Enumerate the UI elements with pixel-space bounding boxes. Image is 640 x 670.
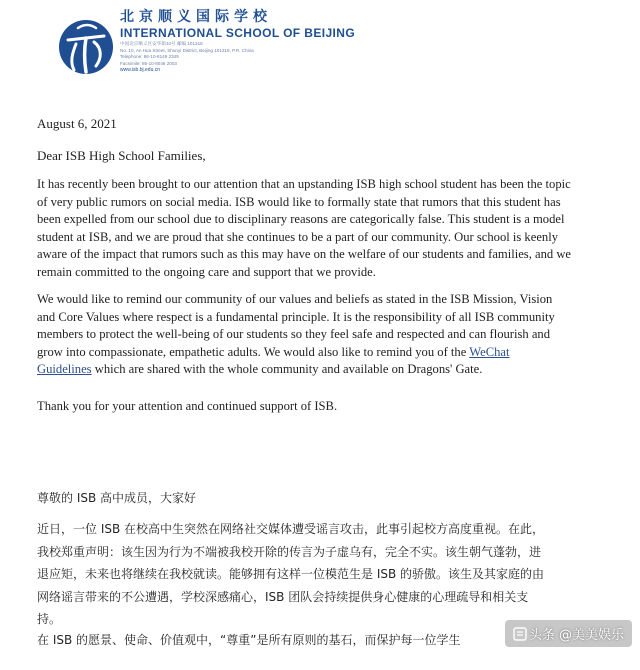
paragraph-values-reminder bbox=[37, 291, 607, 379]
text-line: been expelled from our school due to disciplinary reasons are categorically false. This student is a model bbox=[37, 212, 565, 227]
text-line: It has recently been brought to our attention that an upstanding ISB high school student has been the topic bbox=[37, 177, 571, 191]
paragraph-rumor-statement bbox=[37, 176, 607, 282]
letter-date: August 6, 2021 bbox=[37, 116, 117, 131]
chinese-paragraph bbox=[37, 518, 617, 631]
chinese-text-line: 近日，一位 ISB 在校高中生突然在网络社交媒体遭受谣言攻击，此事引起校方高度重视。在此， bbox=[37, 522, 545, 536]
text-line: of very public rumors on social media. ISB would like to formally state that rumors that this student has bbox=[37, 194, 561, 209]
chinese-text-line: 我校郑重声明：该生因为行为不端被我校开除的传言为子虚乌有，完全不实。该生朝气蓬勃，进 bbox=[37, 544, 542, 559]
address-line: 中国北京顺义区安华街10号 邮编 101318 bbox=[120, 41, 203, 46]
letter-closing: Thank you for your attention and continued support of ISB. bbox=[37, 399, 338, 413]
chinese-text-line: 网络谣言带来的不公遭遇，学校深感痛心，ISB 团队会持续提供身心健康的心理疏导和相关支 bbox=[37, 589, 529, 604]
letterhead bbox=[58, 8, 358, 90]
toutiao-watermark bbox=[505, 620, 632, 647]
facsimile-line: Facsimile: 86-10-8046 2003 bbox=[120, 60, 177, 66]
school-website: www.isb.bj.edu.cn bbox=[120, 67, 161, 74]
school-name-chinese: 北京顺义国际学校 bbox=[120, 9, 272, 25]
text-line: aware of the impact that rumors such as this may have on the welfare of our students and families, and we bbox=[37, 247, 572, 262]
text-line bbox=[37, 361, 607, 379]
text-line: remain committed to the ongoing care and support that we provide. bbox=[37, 264, 376, 279]
text-line: We would like to remind our community of our values and beliefs as stated in the ISB Mission, Vision bbox=[37, 292, 553, 306]
watermark-text: 头条 @美美娱乐 bbox=[528, 628, 624, 643]
chinese-text-line: 退应矩，未来也将继续在我校就读。能够拥有这样一位模范生是 ISB 的骄傲。该生及其家庭的由 bbox=[37, 567, 545, 581]
text-fragment: grow into compassionate, empathetic adults. We would also like to remind you of the bbox=[37, 344, 470, 359]
toutiao-icon bbox=[513, 627, 527, 641]
text-fragment: which are shared with the whole community and available on Dragons' Gate. bbox=[91, 362, 483, 377]
isb-dragon-logo-icon bbox=[58, 14, 114, 80]
address-line: No. 10, An Hua Street, Shunyi District, Beijing 101318, P.R. China bbox=[120, 47, 254, 53]
text-line: members to protect the well-being of our students so they feel safe and respected and can flourish and bbox=[37, 327, 551, 342]
letter-salutation: Dear ISB High School Families, bbox=[37, 148, 206, 163]
letterhead-text bbox=[120, 8, 358, 74]
chinese-greeting: 尊敬的 ISB 高中成员，大家好 bbox=[37, 491, 197, 505]
text-line: and Core Values where respect is a fundamental principle. It is the responsibility of all ISB community bbox=[37, 309, 555, 324]
chinese-text-line: 持。 bbox=[37, 612, 62, 626]
text-line: student at ISB, and we are proud that she continues to be a part of our community. Our school is keenly bbox=[37, 229, 559, 244]
text-line bbox=[37, 344, 607, 362]
school-name-english: INTERNATIONAL SCHOOL OF BEIJING bbox=[120, 26, 356, 40]
wechat-guidelines-link[interactable]: WeChat bbox=[469, 344, 510, 359]
telephone-line: Telephone: 86-10-8149 2345 bbox=[120, 54, 179, 60]
wechat-guidelines-link-continued[interactable]: Guidelines bbox=[37, 362, 92, 377]
chinese-cut-off-line: 在 ISB 的愿景、使命、价值观中，“尊重”是所有原则的基石，而保护每一位学生 bbox=[37, 633, 461, 647]
